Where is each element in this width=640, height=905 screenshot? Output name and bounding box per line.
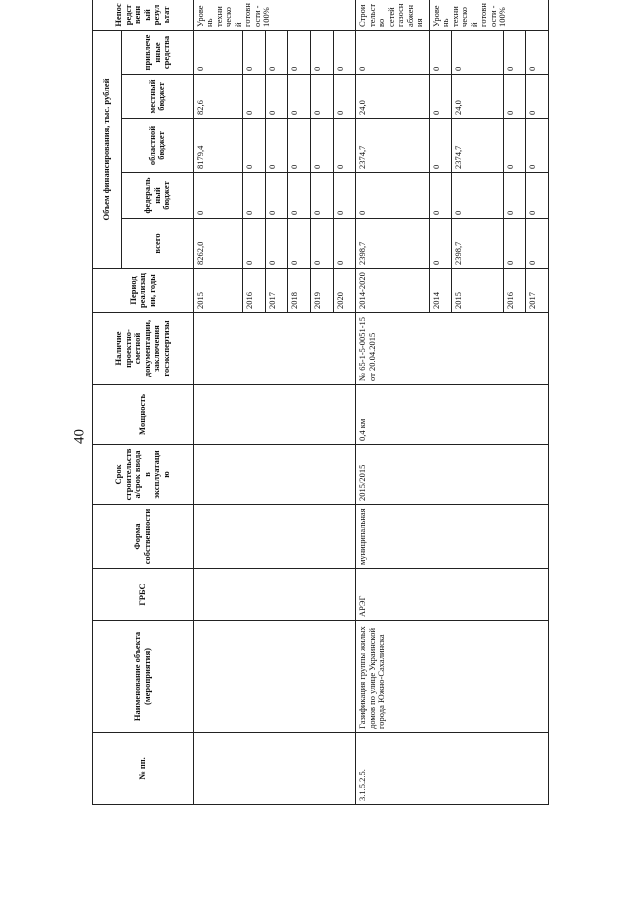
cell-total: 2398,7 <box>452 219 503 269</box>
header-period: Период реализации, годы <box>93 269 194 313</box>
header-num: № пп. <box>93 733 194 805</box>
header-grbs: ГРБС <box>93 569 194 621</box>
cell-federal: 0 <box>288 173 311 219</box>
cell-attracted: 0 <box>452 30 503 74</box>
cell-total: 0 <box>310 219 333 269</box>
group2-grbs: АРЭГ <box>356 569 549 621</box>
cell-federal: 0 <box>193 173 242 219</box>
table-row <box>356 0 430 805</box>
group1-ownership <box>193 505 355 569</box>
cell-regional: 8179,4 <box>193 119 242 173</box>
cell-local: 0 <box>288 75 311 119</box>
cell-attracted: 0 <box>310 30 333 74</box>
cell-attracted: 0 <box>265 30 288 74</box>
cell-attracted: 0 <box>356 30 430 74</box>
cell-regional: 0 <box>429 119 452 173</box>
cell-federal: 0 <box>429 173 452 219</box>
cell-total: 2398,7 <box>356 219 430 269</box>
cell-regional: 2374,7 <box>356 119 430 173</box>
header-capacity: Мощность <box>93 385 194 445</box>
cell-federal: 0 <box>356 173 430 219</box>
group2-num: 3.1.5.2.5. <box>356 733 549 805</box>
cell-year: 2017 <box>265 269 288 313</box>
cell-attracted: 0 <box>193 30 242 74</box>
header-federal: федеральный бюджет <box>121 173 193 219</box>
cell-year: 2016 <box>503 269 526 313</box>
cell-local: 82,6 <box>193 75 242 119</box>
cell-regional: 0 <box>333 119 356 173</box>
cell-regional: 0 <box>526 119 549 173</box>
header-total: всего <box>121 219 193 269</box>
cell-year: 2015 <box>452 269 503 313</box>
cell-regional: 0 <box>243 119 266 173</box>
cell-year: 2019 <box>310 269 333 313</box>
group1-term <box>193 445 355 505</box>
cell-attracted: 0 <box>333 30 356 74</box>
group2-term: 2015/2015 <box>356 445 549 505</box>
cell-federal: 0 <box>333 173 356 219</box>
group2-result-b: Уровень технической готовности - 100% <box>429 0 548 30</box>
group2-docs: № 65-1-5-0051-15 от 20.04.2015 <box>356 313 549 385</box>
cell-year: 2018 <box>288 269 311 313</box>
cell-federal: 0 <box>452 173 503 219</box>
cell-local: 0 <box>429 75 452 119</box>
group1-result: Уровень технической готовности - 100% <box>193 0 355 30</box>
cell-local: 0 <box>526 75 549 119</box>
cell-total: 0 <box>429 219 452 269</box>
cell-regional: 0 <box>310 119 333 173</box>
cell-local: 0 <box>503 75 526 119</box>
cell-attracted: 0 <box>429 30 452 74</box>
cell-year: 2014 <box>429 269 452 313</box>
group2-result-a: Строительство сетей газоснабжения <box>356 0 430 30</box>
header-name: Наименование объекта (мероприятия) <box>93 621 194 733</box>
cell-federal: 0 <box>526 173 549 219</box>
header-regional: областной бюджет <box>121 119 193 173</box>
cell-local: 24,0 <box>452 75 503 119</box>
cell-local: 0 <box>310 75 333 119</box>
cell-year: 2014-2020 <box>356 269 430 313</box>
header-result: Непосредственный результат <box>93 0 194 30</box>
cell-federal: 0 <box>310 173 333 219</box>
header-funding: Объем финансирования, тыс. рублей <box>93 30 122 268</box>
cell-local: 0 <box>265 75 288 119</box>
cell-regional: 0 <box>288 119 311 173</box>
page-number: 40 <box>71 429 88 444</box>
cell-regional: 0 <box>265 119 288 173</box>
group2-ownership: муниципальная <box>356 505 549 569</box>
cell-federal: 0 <box>265 173 288 219</box>
cell-total: 0 <box>288 219 311 269</box>
cell-local: 0 <box>333 75 356 119</box>
cell-federal: 0 <box>503 173 526 219</box>
header-attracted: привлеченные средства <box>121 30 193 74</box>
financing-table <box>92 0 549 805</box>
group1-grbs <box>193 569 355 621</box>
header-ownership: Форма собственности <box>93 505 194 569</box>
group1-num <box>193 733 355 805</box>
cell-total: 0 <box>265 219 288 269</box>
table-frame <box>92 3 549 805</box>
cell-year: 2016 <box>243 269 266 313</box>
cell-total: 0 <box>526 219 549 269</box>
cell-attracted: 0 <box>243 30 266 74</box>
cell-regional: 0 <box>503 119 526 173</box>
cell-total: 0 <box>503 219 526 269</box>
group1-capacity <box>193 385 355 445</box>
cell-local: 24,0 <box>356 75 430 119</box>
cell-attracted: 0 <box>288 30 311 74</box>
cell-total: 0 <box>333 219 356 269</box>
cell-regional: 2374,7 <box>452 119 503 173</box>
cell-attracted: 0 <box>526 30 549 74</box>
group1-docs <box>193 313 355 385</box>
cell-attracted: 0 <box>503 30 526 74</box>
group2-name: Газификация группы жилых домов по улице Украинской города Южно-Сахалинска <box>356 621 549 733</box>
group1-name <box>193 621 355 733</box>
cell-year: 2020 <box>333 269 356 313</box>
rotated-table-container <box>92 3 549 805</box>
cell-total: 8262,0 <box>193 219 242 269</box>
cell-federal: 0 <box>243 173 266 219</box>
header-local: местный бюджет <box>121 75 193 119</box>
cell-local: 0 <box>243 75 266 119</box>
cell-year: 2017 <box>526 269 549 313</box>
cell-year: 2015 <box>193 269 242 313</box>
header-docs: Наличие проектно-сметной документации, заключения госэкспертизы <box>93 313 194 385</box>
group2-capacity: 0,4 км <box>356 385 549 445</box>
table-row <box>193 0 242 805</box>
header-construction-term: Срок строительства/срок ввода в эксплуатацию <box>93 445 194 505</box>
cell-total: 0 <box>243 219 266 269</box>
